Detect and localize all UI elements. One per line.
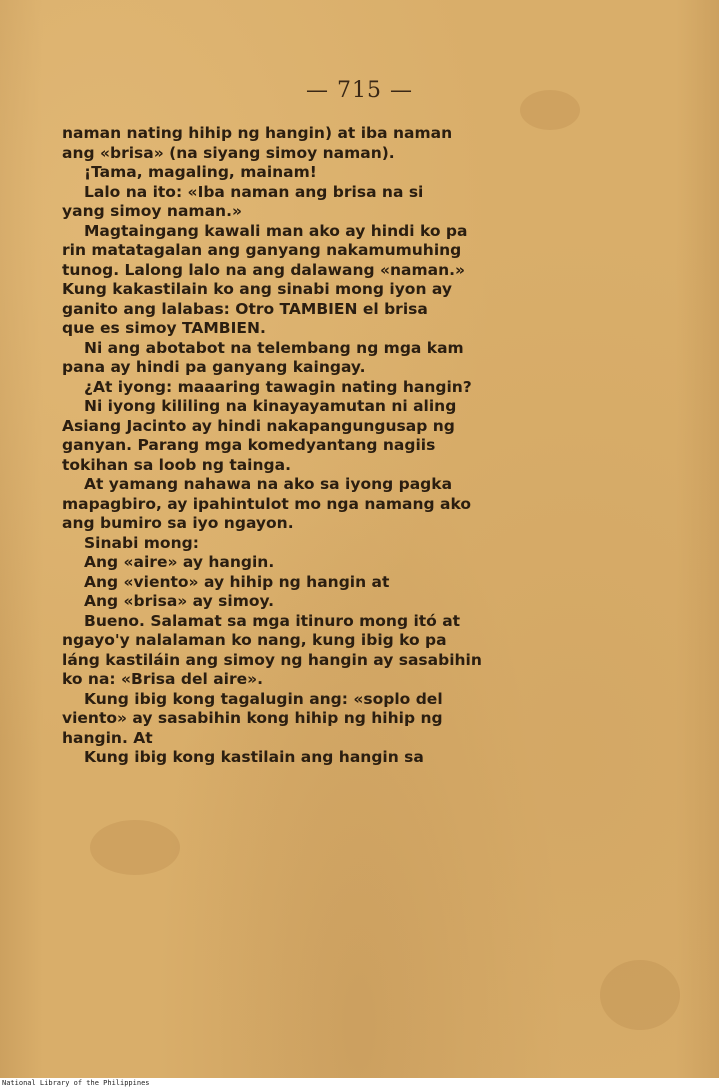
text-line: Asiang Jacinto ay hindi nakapangungusap ng	[62, 416, 455, 435]
text-line: ko na: «Brisa del aire».	[62, 670, 264, 688]
text-line: ¡Tama, magaling, mainam!	[84, 163, 317, 181]
text-line: ang «brisa» (na siyang simoy naman).	[62, 143, 395, 162]
paper-stain	[90, 820, 180, 875]
text-line: Magtaingang kawali man ako ay hindi ko pa	[84, 221, 468, 240]
text-line: Kung kakastilain ko ang sinabi mong iyon ay	[62, 280, 452, 298]
text-line: ang bumiro sa iyo ngayon.	[62, 514, 294, 532]
body-text	[62, 124, 587, 768]
text-line: viento» ay sasabihin kong hihip ng hihip ng	[62, 709, 443, 727]
text-line: rin matatagalan ang ganyang nakamumuhing	[62, 241, 462, 259]
text-line: Ang «viento» ay hihip ng hangin at	[84, 572, 390, 591]
text-line: ngayo'y nalalaman ko nang, kung ibig ko pa	[62, 631, 447, 649]
text-line: yang simoy naman.»	[62, 202, 242, 220]
text-line: Kung ibig kong tagalugin ang: «soplo del	[84, 689, 443, 708]
footer-credit: National Library of the Philippines	[2, 1079, 150, 1087]
text-line: tokihan sa loob ng tainga.	[62, 455, 291, 474]
text-line: ganito ang lalabas: Otro TAMBIEN el brisa	[62, 299, 428, 318]
text-line: Bueno. Salamat sa mga itinuro mong itó at	[84, 611, 461, 630]
text-line: Ang «brisa» ay simoy.	[84, 592, 275, 610]
page-number: — 715 —	[306, 78, 413, 103]
paper-stain	[600, 960, 680, 1030]
text-line: Sinabi mong:	[84, 533, 199, 552]
text-line: pana ay hindi pa ganyang kaingay.	[62, 358, 366, 376]
text-line: Ang «aire» ay hangin.	[84, 553, 275, 571]
text-line: naman nating hihip ng hangin) at iba naman	[62, 124, 453, 142]
text-line: Kung ibig kong kastilain ang hangin sa	[84, 748, 424, 766]
text-line: Ni iyong kililing na kinayayamutan ni aling	[84, 397, 457, 415]
text-line: hangin. At	[62, 728, 153, 747]
text-line: que es simoy TAMBIEN.	[62, 319, 266, 337]
text-line: ¿At iyong: maaaring tawagin nating hangin?	[84, 377, 472, 396]
text-line: mapagbiro, ay ipahintulot mo nga namang ako	[62, 494, 472, 513]
text-line: Ni ang abotabot na telembang ng mga kam	[84, 338, 464, 357]
text-line: tunog. Lalong lalo na ang dalawang «naman.»	[62, 260, 466, 279]
text-line: Lalo na ito: «Iba naman ang brisa na si	[84, 182, 424, 201]
text-line: At yamang nahawa na ako sa iyong pagka	[84, 475, 453, 493]
text-line: láng kastiláin ang simoy ng hangin ay sasabihin	[62, 650, 482, 669]
text-line: ganyan. Parang mga komedyantang nagiis	[62, 436, 436, 454]
